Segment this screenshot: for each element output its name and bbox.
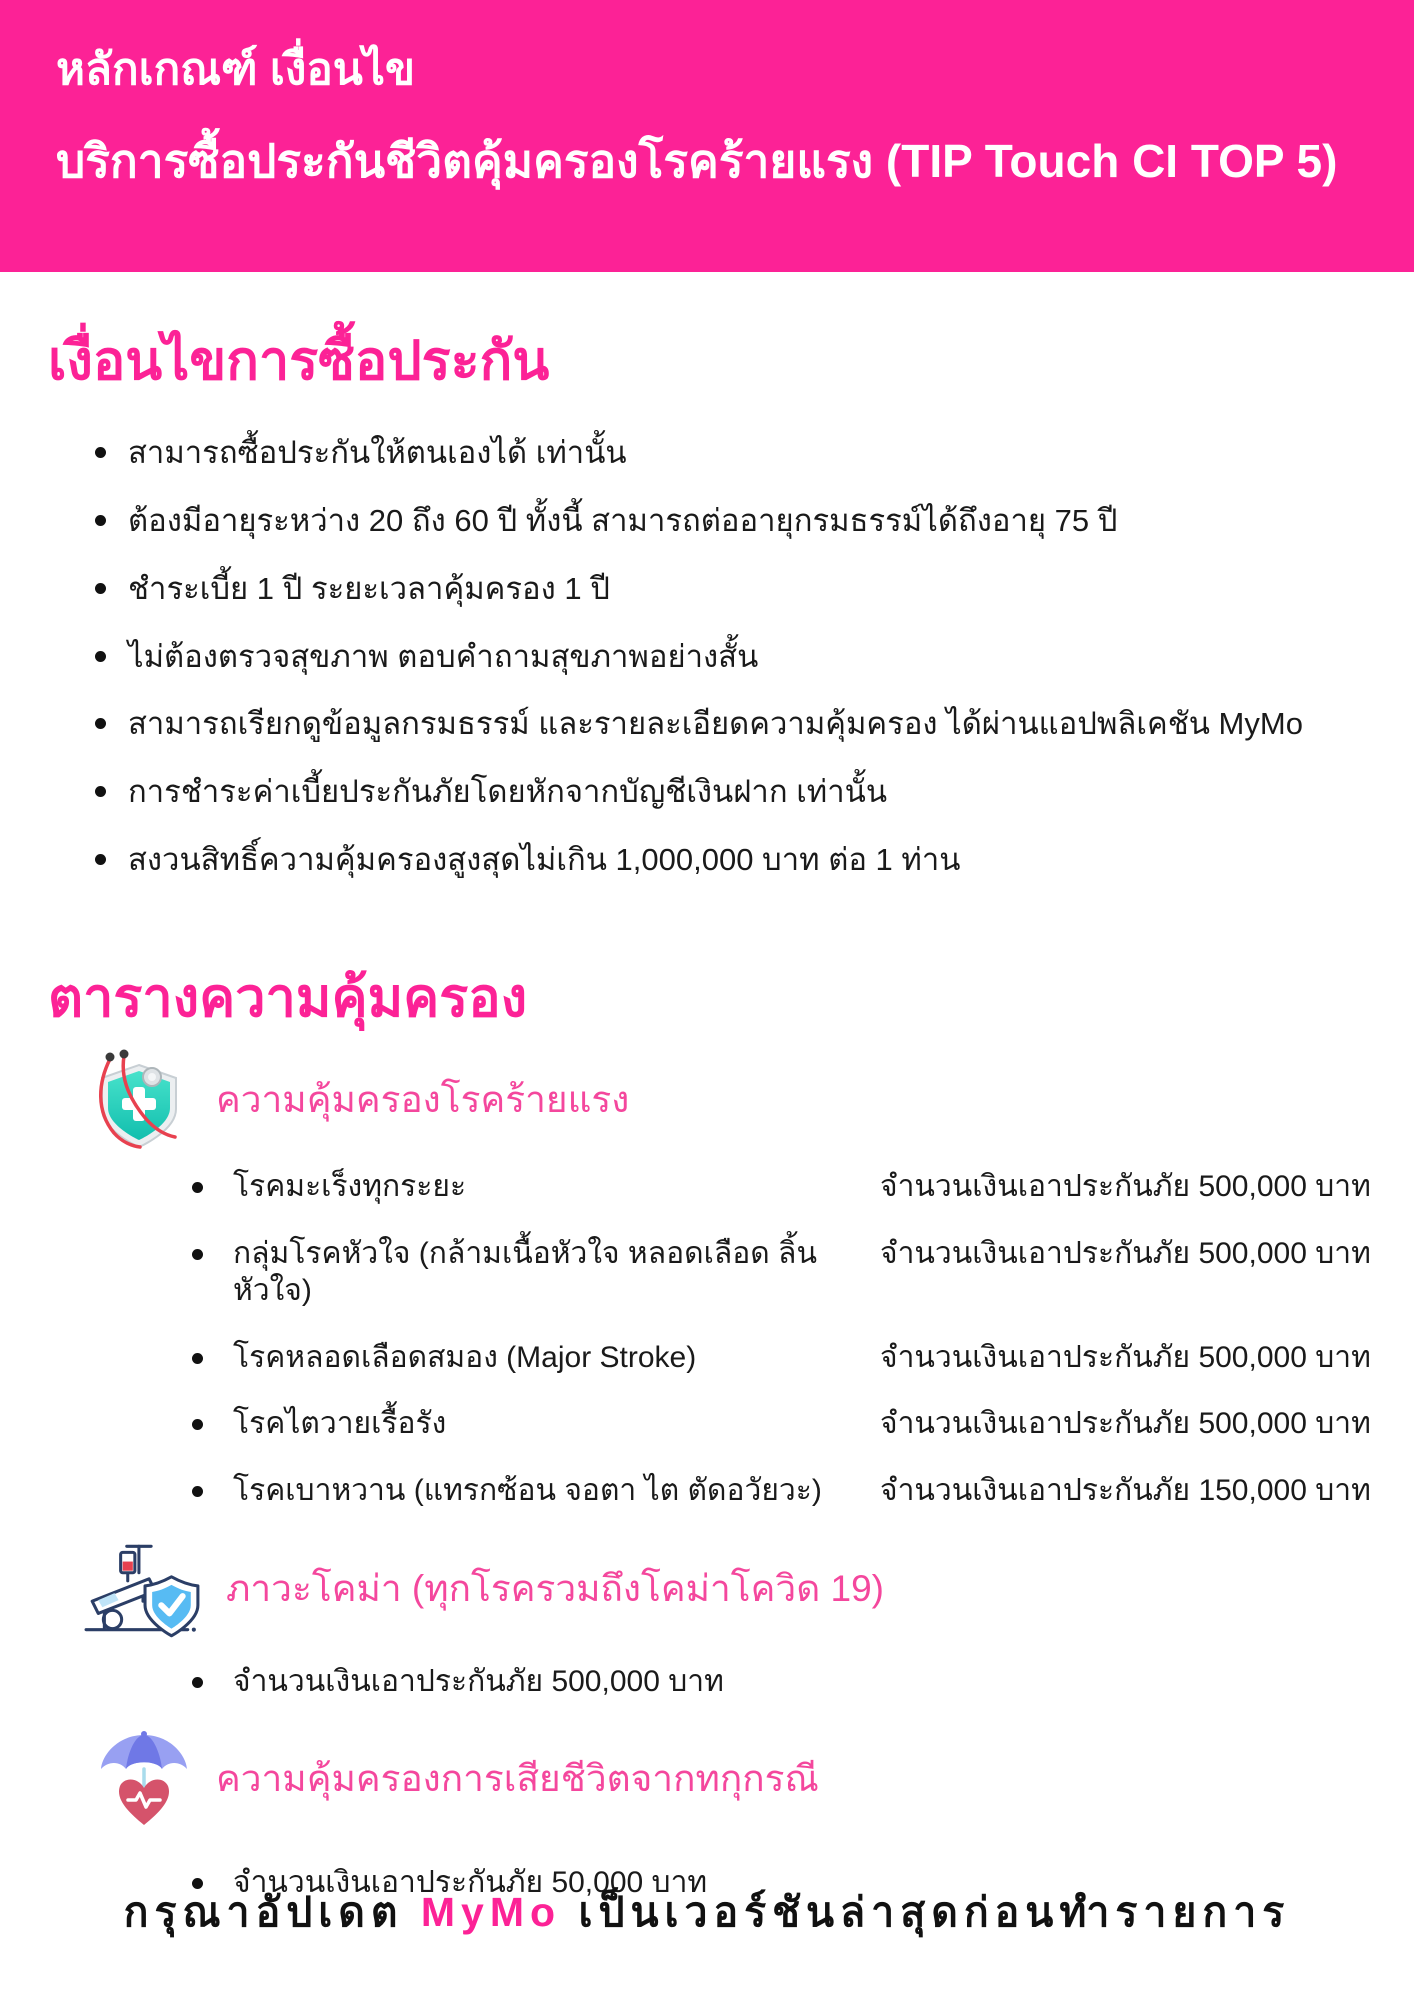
header-title-line2: บริการซื้อประกันชีวิตคุ้มครองโรคร้ายแรง (TIP Touch CI TOP 5) [56, 135, 1338, 188]
coverage-amount: จำนวนเงินเอาประกันภัย 500,000 บาท [880, 1236, 1371, 1270]
footer-suffix: เป็นเวอร์ชันล่าสุดก่อนทำรายการ [561, 1889, 1291, 1935]
death-coverage-amount: จำนวนเงินเอาประกันภัย 50,000 บาท [192, 1865, 1366, 1902]
death-coverage-umbrella-heart-icon [96, 1727, 192, 1831]
coverage-amount: จำนวนเงินเอาประกันภัย 500,000 บาท [880, 1340, 1371, 1374]
coverage-amount: จำนวนเงินเอาประกันภัย 500,000 บาท [880, 1169, 1371, 1203]
coverage-amount: จำนวนเงินเอาประกันภัย 500,000 บาท [880, 1407, 1371, 1441]
coverage-heading: ตารางความคุ้มครอง [48, 967, 528, 1028]
coverage-name: โรคหลอดเลือดสมอง (Major Stroke) [192, 1340, 852, 1377]
condition-item: ต้องมีอายุระหว่าง 20 ถึง 60 ปี ทั้งนี้ สามารถต่ออายุกรมธรรม์ได้ถึงอายุ 75 ปี [95, 502, 1366, 540]
coma-hospital-bed-shield-icon [82, 1540, 204, 1638]
coverage-row [48, 1169, 1371, 1206]
footer-brand-mymo: MyMo [420, 1889, 562, 1935]
condition-item: ชำระเบี้ย 1 ปี ระยะเวลาคุ้มครอง 1 ปี [95, 570, 1366, 608]
footer-prefix: กรุณาอัปเดต [123, 1889, 421, 1935]
subsection-title-coma: ภาวะโคม่า (ทุกโรครวมถึงโคม่าโควิด 19) [226, 1568, 884, 1610]
coverage-row [48, 1236, 1371, 1310]
coverage-row [48, 1406, 1371, 1443]
critical-illness-shield-icon [88, 1049, 190, 1151]
conditions-list [48, 434, 1366, 879]
coverage-amount: จำนวนเงินเอาประกันภัย 150,000 บาท [880, 1474, 1371, 1508]
coverage-name: โรคไตวายเรื้อรัง [192, 1406, 852, 1443]
condition-item: สามารถเรียกดูข้อมูลกรมธรรม์ และรายละเอียดความคุ้มครอง ได้ผ่านแอปพลิเคชัน MyMo [95, 705, 1366, 743]
conditions-heading: เงื่อนไขการซื้อประกัน [48, 331, 550, 391]
subsection-critical-illness [88, 1049, 1366, 1151]
coverage-name: โรคมะเร็งทุกระยะ [192, 1169, 852, 1206]
condition-item: สงวนสิทธิ์ความคุ้มครองสูงสุดไม่เกิน 1,000,000 บาท ต่อ 1 ท่าน [95, 841, 1366, 879]
condition-item: สามารถซื้อประกันให้ตนเองได้ เท่านั้น [95, 434, 1366, 472]
coverage-name: โรคเบาหวาน (แทรกซ้อน จอตา ไต ตัดอวัยวะ) [192, 1473, 852, 1510]
coverage-row [48, 1473, 1371, 1510]
condition-item: ไม่ต้องตรวจสุขภาพ ตอบคำถามสุขภาพอย่างสั้น [95, 638, 1366, 676]
header-title-line1: หลักเกณฑ์ เงื่อนไข [56, 45, 416, 94]
subsection-death-coverage [96, 1727, 1366, 1831]
subsection-coma [82, 1540, 1366, 1638]
footer-note [0, 1880, 1414, 1945]
header-banner [0, 0, 1414, 272]
coverage-row [48, 1340, 1371, 1377]
subsection-title-critical-illness: ความคุ้มครองโรคร้ายแรง [216, 1078, 630, 1120]
coma-amount: จำนวนเงินเอาประกันภัย 500,000 บาท [192, 1664, 1366, 1701]
condition-item: การชำระค่าเบี้ยประกันภัยโดยหักจากบัญชีเงินฝาก เท่านั้น [95, 773, 1366, 811]
subsection-title-death-coverage: ความคุ้มครองการเสียชีวิตจากทกุกรณี [216, 1757, 819, 1799]
coverage-name: กลุ่มโรคหัวใจ (กล้ามเนื้อหัวใจ หลอดเลือด ลิ้นหัวใจ) [192, 1236, 852, 1310]
coverage-table [48, 1169, 1371, 1510]
main-content [0, 330, 1414, 1902]
